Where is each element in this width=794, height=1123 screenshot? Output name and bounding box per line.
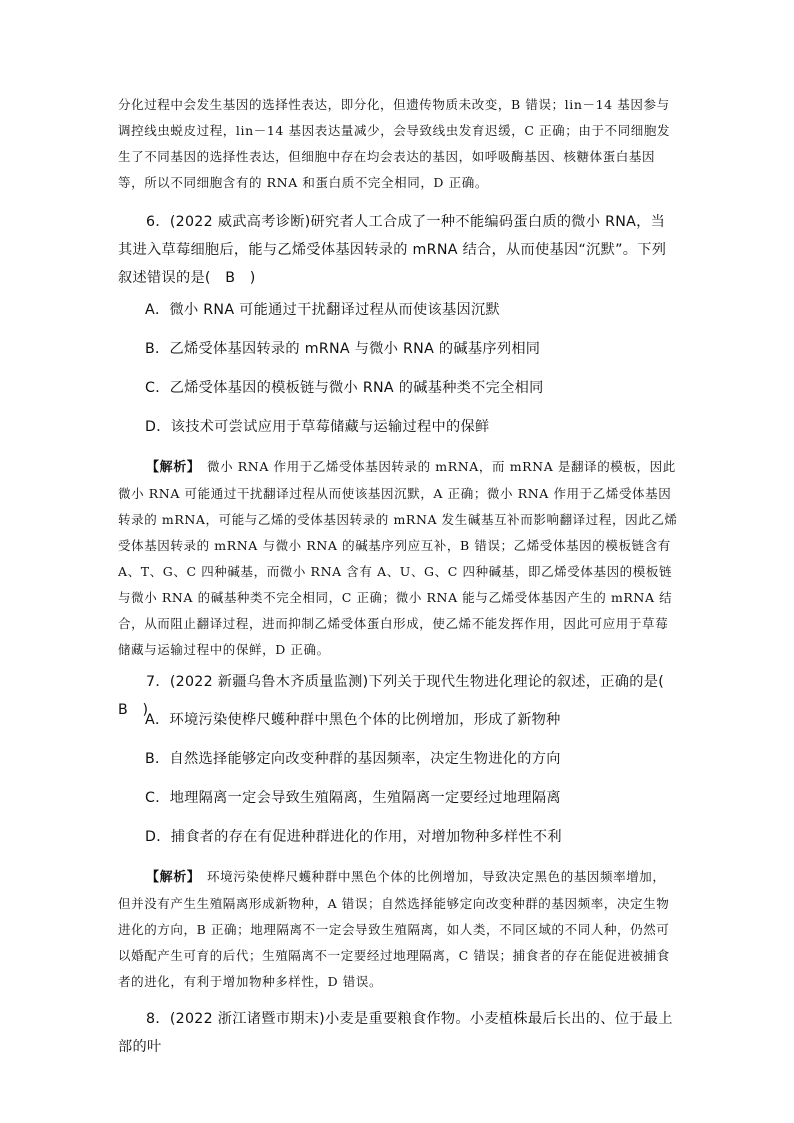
question-7-analysis [118,864,678,995]
question-7-option-c: C．地理隔离一定会导致生殖隔离，生殖隔离一定要经过地理隔离 [145,790,561,806]
analysis-tag: 【解析】 [146,870,194,885]
question-6-analysis-text: 微小 RNA 作用于乙烯受体基因转录的 mRNA，而 mRNA 是翻译的模板，因此微小 RNA 可能通过干扰翻译过程从而使该基因沉默，A 正确；微小 RNA 作用于乙烯受体基因转录的 mRNA，可能与乙烯的受体基因转录的 mRNA 发生碱基互补而影响翻译过程，因此乙烯受体基因转录的 mRNA 与微小 RNA 的碱基序列应互补，B 错误；乙烯受体基因的模板链含有 A、T、G、C 四种碱基，而微小 RNA 含有 A、U、G、C 四种碱基，即乙烯受体基因的模板链与微小 RNA 的碱基种类不完全相同，C 正确；微小 RNA 能与乙烯受体基因产生的 mRNA 结合，从而阻止翻译过程，进而抑制乙烯受体蛋白形成，使乙烯不能发挥作用，因此可应用于草莓储藏与运输过程中的保鲜，D 正确。 [118,459,678,657]
question-7-option-a: A．环境污染使桦尺蠖种群中黑色个体的比例增加，形成了新物种 [145,712,561,728]
question-6-option-a: A．微小 RNA 可能通过干扰翻译过程从而使该基因沉默 [145,302,500,318]
analysis-tag: 【解析】 [146,460,194,475]
question-6-option-c: C．乙烯受体基因的模板链与微小 RNA 的碱基种类不完全相同 [145,380,544,396]
question-7-stem: 7．(2022 新疆乌鲁木齐质量监测)下列关于现代生物进化理论的叙述，正确的是( B ) [118,674,679,718]
question-8-stem: 8．(2022 浙江诸暨市期末)小麦是重要粮食作物。小麦植株最后长出的、位于最上部的叶 [118,1011,673,1055]
paragraph-continued-analysis: 分化过程中会发生基因的选择性表达，即分化，但遗传物质未改变，B 错误；lin－14 基因参与调控线虫蜕皮过程，lin－14 基因表达量减少，会导致线虫发育迟缓，C 正确；由于不同细胞发生了不同基因的选择性表达，但细胞中存在均会表达的基因，如呼吸酶基因、核糖体蛋白基因等，所以不同细胞含有的 RNA 和蛋白质不完全相同，D 正确。 [118,97,671,190]
question-7-analysis-text: 环境污染使桦尺蠖种群中黑色个体的比例增加，导致决定黑色的基因频率增加，但并没有产生生殖隔离形成新物种，A 错误；自然选择能够定向改变种群的基因频率，决定生物进化的方向，B 正确；地理隔离不一定会导致生殖隔离，如人类，不同区域的不同人种，仍然可以婚配产生可育的后代；生殖隔离不一定要经过地理隔离，C 错误；捕食者的存在能促进被捕食者的进化，有利于增加物种多样性，D 错误。 [118,869,670,989]
question-7-option-b: B．自然选择能够定向改变种群的基因频率，决定生物进化的方向 [145,751,561,767]
question-6-option-b: B．乙烯受体基因转录的 mRNA 与微小 RNA 的碱基序列相同 [145,341,541,357]
question-7-option-d: D．捕食者的存在有促进种群进化的作用，对增加物种多样性不利 [145,829,562,845]
question-6-analysis [118,454,678,663]
question-6-stem: 6．(2022 威武高考诊断)研究者人工合成了一种不能编码蛋白质的微小 RNA，当其进入草莓细胞后，能与乙烯受体基因转录的 mRNA 结合，从而使基因“沉默”。下列叙述错误的是( B ) [118,214,667,286]
question-6-option-d: D．该技术可尝试应用于草莓储藏与运输过程中的保鲜 [145,419,490,435]
